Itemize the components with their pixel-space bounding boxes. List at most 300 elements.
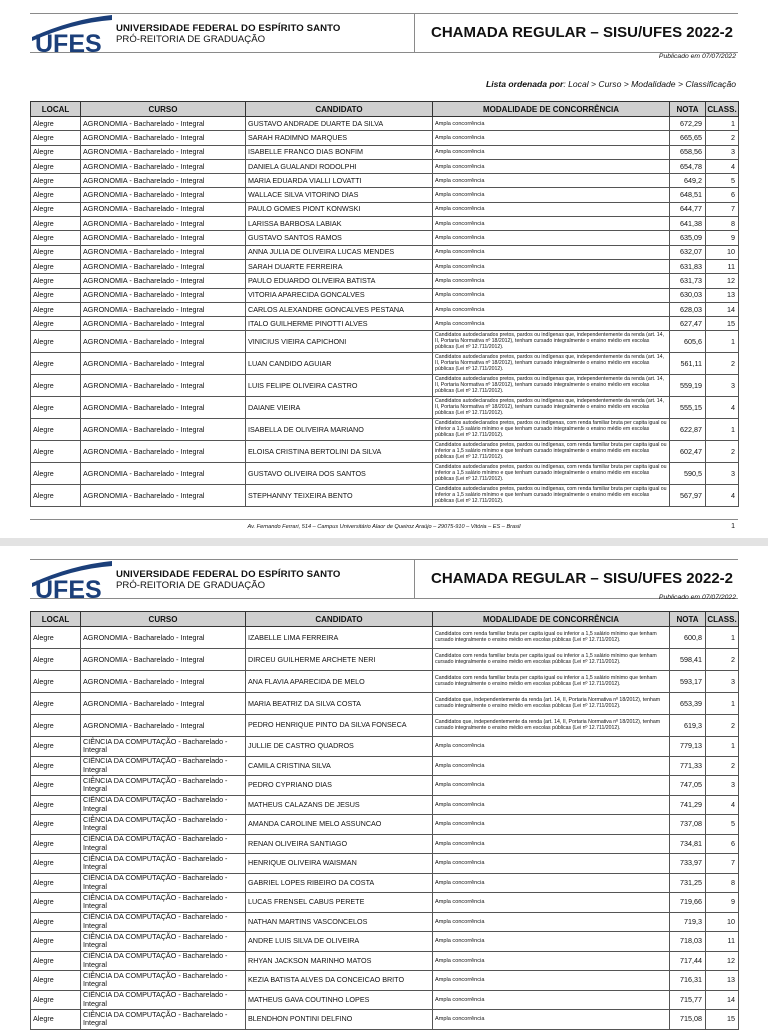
- cell-curso: CIÊNCIA DA COMPUTAÇÃO - Bacharelado - Integral: [81, 834, 246, 854]
- cell-local: Alegre: [31, 990, 81, 1010]
- cell-candidato: GABRIEL LOPES RIBEIRO DA COSTA: [246, 873, 433, 893]
- cell-modalidade: Ampla concorrência: [433, 932, 670, 952]
- table-row: [31, 990, 739, 1010]
- cell-nota: 653,39: [670, 693, 706, 715]
- cell-candidato: PAULO EDUARDO OLIVEIRA BATISTA: [246, 274, 433, 288]
- cell-local: Alegre: [31, 117, 81, 131]
- table-row: [31, 317, 739, 331]
- cell-modalidade: Ampla concorrência: [433, 854, 670, 874]
- header-divider: [414, 560, 415, 598]
- cell-modalidade: Ampla concorrência: [433, 1010, 670, 1030]
- cell-class: 3: [706, 671, 739, 693]
- cell-class: 7: [706, 854, 739, 874]
- cell-nota: 779,13: [670, 737, 706, 757]
- table-body: [31, 627, 739, 1030]
- cell-nota: 665,65: [670, 131, 706, 145]
- cell-curso: AGRONOMIA - Bacharelado - Integral: [81, 419, 246, 441]
- cell-modalidade: Candidatos autodeclarados pretos, pardos ou indígenas, com renda familiar bruta per capita igual ou inferior a 1,5 salário mínimo e que tenham cursado integralmente o ensino médio em escolas públicas (Lei nº 12.711/2012).: [433, 463, 670, 485]
- cell-local: Alegre: [31, 419, 81, 441]
- cell-nota: 733,97: [670, 854, 706, 874]
- cell-curso: AGRONOMIA - Bacharelado - Integral: [81, 649, 246, 671]
- cell-nota: 590,5: [670, 463, 706, 485]
- cell-local: Alegre: [31, 202, 81, 216]
- cell-local: Alegre: [31, 693, 81, 715]
- cell-candidato: PEDRO CYPRIANO DIAS: [246, 776, 433, 796]
- cell-class: 3: [706, 776, 739, 796]
- page-footer: [30, 519, 738, 534]
- cell-class: 3: [706, 145, 739, 159]
- col-header-nota: NOTA: [670, 612, 706, 627]
- table-row: [31, 737, 739, 757]
- cell-curso: AGRONOMIA - Bacharelado - Integral: [81, 715, 246, 737]
- table-row: [31, 288, 739, 302]
- cell-local: Alegre: [31, 776, 81, 796]
- cell-local: Alegre: [31, 375, 81, 397]
- cell-local: Alegre: [31, 353, 81, 375]
- table-row: [31, 854, 739, 874]
- cell-modalidade: Ampla concorrência: [433, 217, 670, 231]
- cell-modalidade: Candidatos com renda familiar bruta per capita igual ou inferior a 1,5 salário mínimo que tenham cursado integralmente o ensino médio em escolas públicas (Lei nº 12.711/2012).: [433, 649, 670, 671]
- table-row: [31, 131, 739, 145]
- cell-candidato: JULLIE DE CASTRO QUADROS: [246, 737, 433, 757]
- col-header-candidato: CANDIDATO: [246, 102, 433, 117]
- table-row: [31, 441, 739, 463]
- cell-curso: AGRONOMIA - Bacharelado - Integral: [81, 202, 246, 216]
- cell-nota: 600,8: [670, 627, 706, 649]
- cell-class: 11: [706, 259, 739, 273]
- cell-local: Alegre: [31, 715, 81, 737]
- cell-local: Alegre: [31, 188, 81, 202]
- cell-modalidade: Ampla concorrência: [433, 912, 670, 932]
- col-header-curso: CURSO: [81, 612, 246, 627]
- page-header: [30, 559, 738, 599]
- university-name: UNIVERSIDADE FEDERAL DO ESPÍRITO SANTO: [116, 569, 341, 580]
- table-row: [31, 893, 739, 913]
- cell-curso: AGRONOMIA - Bacharelado - Integral: [81, 693, 246, 715]
- cell-nota: 598,41: [670, 649, 706, 671]
- cell-class: 2: [706, 353, 739, 375]
- cell-local: Alegre: [31, 174, 81, 188]
- cell-local: Alegre: [31, 893, 81, 913]
- sort-order-value: : Local > Curso > Modalidade > Classificação: [563, 79, 736, 89]
- cell-nota: 602,47: [670, 441, 706, 463]
- cell-nota: 716,31: [670, 971, 706, 991]
- cell-curso: CIÊNCIA DA COMPUTAÇÃO - Bacharelado - Integral: [81, 990, 246, 1010]
- table-row: [31, 259, 739, 273]
- cell-curso: AGRONOMIA - Bacharelado - Integral: [81, 302, 246, 316]
- cell-curso: AGRONOMIA - Bacharelado - Integral: [81, 331, 246, 353]
- cell-class: 6: [706, 188, 739, 202]
- cell-modalidade: Ampla concorrência: [433, 202, 670, 216]
- cell-modalidade: Candidatos autodeclarados pretos, pardos ou indígenas, com renda familiar bruta per capita igual ou inferior a 1,5 salário mínimo e que tenham cursado integralmente o ensino médio em escolas públicas (Lei nº 12.711/2012).: [433, 485, 670, 507]
- cell-modalidade: Candidatos com renda familiar bruta per capita igual ou inferior a 1,5 salário mínimo que tenham cursado integralmente o ensino médio em escolas públicas (Lei nº 12.711/2012).: [433, 671, 670, 693]
- cell-candidato: GUSTAVO SANTOS RAMOS: [246, 231, 433, 245]
- cell-modalidade: Ampla concorrência: [433, 145, 670, 159]
- cell-local: Alegre: [31, 971, 81, 991]
- cell-local: Alegre: [31, 932, 81, 952]
- table-row: [31, 331, 739, 353]
- col-header-modalidade: MODALIDADE DE CONCORRÊNCIA: [433, 612, 670, 627]
- cell-local: Alegre: [31, 463, 81, 485]
- cell-curso: CIÊNCIA DA COMPUTAÇÃO - Bacharelado - Integral: [81, 776, 246, 796]
- cell-nota: 731,25: [670, 873, 706, 893]
- cell-candidato: PEDRO HENRIQUE PINTO DA SILVA FONSECA: [246, 715, 433, 737]
- cell-curso: AGRONOMIA - Bacharelado - Integral: [81, 353, 246, 375]
- cell-class: 2: [706, 649, 739, 671]
- cell-modalidade: Ampla concorrência: [433, 737, 670, 757]
- cell-nota: 719,66: [670, 893, 706, 913]
- table-row: [31, 375, 739, 397]
- cell-modalidade: Ampla concorrência: [433, 288, 670, 302]
- cell-candidato: CAMILA CRISTINA SILVA: [246, 756, 433, 776]
- cell-candidato: ANNA JULIA DE OLIVEIRA LUCAS MENDES: [246, 245, 433, 259]
- cell-local: Alegre: [31, 873, 81, 893]
- cell-curso: AGRONOMIA - Bacharelado - Integral: [81, 288, 246, 302]
- cell-local: Alegre: [31, 397, 81, 419]
- table-header-row: [31, 102, 739, 117]
- cell-candidato: RENAN OLIVEIRA SANTIAGO: [246, 834, 433, 854]
- page-number: 1: [731, 523, 735, 530]
- cell-class: 15: [706, 1010, 739, 1030]
- cell-modalidade: Candidatos autodeclarados pretos, pardos ou indígenas que, independentemente da renda (art. 14, II, Portaria Normativa nº 18/2012), tenham cursado integralmente o ensino médio em escolas públicas (Lei nº 12.711/2012).: [433, 375, 670, 397]
- cell-modalidade: Ampla concorrência: [433, 159, 670, 173]
- cell-modalidade: Candidatos que, independentemente da renda (art. 14, II, Portaria Normativa nº 18/2012), tenham cursado integralmente o ensino médio em escolas públicas (Lei nº 12.711/2012).: [433, 693, 670, 715]
- table-row: [31, 776, 739, 796]
- cell-modalidade: Ampla concorrência: [433, 231, 670, 245]
- table-row: [31, 951, 739, 971]
- cell-candidato: ISABELLA DE OLIVEIRA MARIANO: [246, 419, 433, 441]
- cell-candidato: VITORIA APARECIDA GONCALVES: [246, 288, 433, 302]
- cell-nota: 641,38: [670, 217, 706, 231]
- cell-class: 2: [706, 441, 739, 463]
- results-table: [30, 101, 739, 507]
- cell-modalidade: Ampla concorrência: [433, 834, 670, 854]
- cell-candidato: MARIA EDUARDA VIALLI LOVATTI: [246, 174, 433, 188]
- cell-class: 12: [706, 274, 739, 288]
- cell-nota: 627,47: [670, 317, 706, 331]
- cell-modalidade: Ampla concorrência: [433, 274, 670, 288]
- col-header-class: CLASS.: [706, 102, 739, 117]
- cell-candidato: HENRIQUE OLIVEIRA WAISMAN: [246, 854, 433, 874]
- cell-local: Alegre: [31, 834, 81, 854]
- cell-class: 14: [706, 302, 739, 316]
- cell-nota: 715,77: [670, 990, 706, 1010]
- cell-nota: 644,77: [670, 202, 706, 216]
- cell-local: Alegre: [31, 245, 81, 259]
- col-header-curso: CURSO: [81, 102, 246, 117]
- cell-curso: CIÊNCIA DA COMPUTAÇÃO - Bacharelado - Integral: [81, 795, 246, 815]
- cell-modalidade: Ampla concorrência: [433, 776, 670, 796]
- table-row: [31, 217, 739, 231]
- cell-candidato: NATHAN MARTINS VASCONCELOS: [246, 912, 433, 932]
- cell-candidato: LARISSA BARBOSA LABIAK: [246, 217, 433, 231]
- table-row: [31, 671, 739, 693]
- cell-nota: 717,44: [670, 951, 706, 971]
- cell-candidato: ANDRE LUIS SILVA DE OLIVEIRA: [246, 932, 433, 952]
- cell-curso: AGRONOMIA - Bacharelado - Integral: [81, 231, 246, 245]
- table-row: [31, 485, 739, 507]
- cell-curso: CIÊNCIA DA COMPUTAÇÃO - Bacharelado - Integral: [81, 912, 246, 932]
- table-row: [31, 693, 739, 715]
- table-row: [31, 815, 739, 835]
- cell-curso: AGRONOMIA - Bacharelado - Integral: [81, 188, 246, 202]
- table-row: [31, 174, 739, 188]
- cell-candidato: LUIS FELIPE OLIVEIRA CASTRO: [246, 375, 433, 397]
- table-row: [31, 463, 739, 485]
- cell-local: Alegre: [31, 737, 81, 757]
- cell-modalidade: Ampla concorrência: [433, 990, 670, 1010]
- table-row: [31, 834, 739, 854]
- cell-local: Alegre: [31, 815, 81, 835]
- results-table: [30, 611, 739, 1030]
- cell-class: 3: [706, 463, 739, 485]
- cell-modalidade: Ampla concorrência: [433, 317, 670, 331]
- cell-local: Alegre: [31, 145, 81, 159]
- cell-curso: AGRONOMIA - Bacharelado - Integral: [81, 375, 246, 397]
- table-row: [31, 302, 739, 316]
- cell-curso: AGRONOMIA - Bacharelado - Integral: [81, 397, 246, 419]
- cell-class: 1: [706, 627, 739, 649]
- cell-class: 2: [706, 756, 739, 776]
- cell-curso: AGRONOMIA - Bacharelado - Integral: [81, 245, 246, 259]
- cell-class: 1: [706, 693, 739, 715]
- table-row: [31, 231, 739, 245]
- cell-candidato: DAIANE VIEIRA: [246, 397, 433, 419]
- table-body: [31, 117, 739, 507]
- cell-curso: AGRONOMIA - Bacharelado - Integral: [81, 317, 246, 331]
- cell-candidato: LUCAS FRENSEL CABUS PERETE: [246, 893, 433, 913]
- cell-candidato: KEZIA BATISTA ALVES DA CONCEICAO BRITO: [246, 971, 433, 991]
- cell-class: 13: [706, 288, 739, 302]
- logo-lettering: UFES: [35, 30, 102, 53]
- table-row: [31, 912, 739, 932]
- cell-curso: CIÊNCIA DA COMPUTAÇÃO - Bacharelado - Integral: [81, 737, 246, 757]
- cell-modalidade: Ampla concorrência: [433, 245, 670, 259]
- cell-candidato: PAULO GOMES PIONT KONWSKI: [246, 202, 433, 216]
- university-name: UNIVERSIDADE FEDERAL DO ESPÍRITO SANTO: [116, 23, 341, 34]
- cell-curso: AGRONOMIA - Bacharelado - Integral: [81, 217, 246, 231]
- cell-class: 9: [706, 893, 739, 913]
- cell-nota: 559,19: [670, 375, 706, 397]
- cell-local: Alegre: [31, 217, 81, 231]
- cell-local: Alegre: [31, 627, 81, 649]
- cell-curso: AGRONOMIA - Bacharelado - Integral: [81, 463, 246, 485]
- col-header-local: LOCAL: [31, 612, 81, 627]
- cell-modalidade: Ampla concorrência: [433, 893, 670, 913]
- cell-local: Alegre: [31, 756, 81, 776]
- cell-nota: 630,03: [670, 288, 706, 302]
- cell-local: Alegre: [31, 302, 81, 316]
- cell-nota: 622,87: [670, 419, 706, 441]
- table-row: [31, 145, 739, 159]
- cell-class: 5: [706, 174, 739, 188]
- cell-local: Alegre: [31, 131, 81, 145]
- col-header-nota: NOTA: [670, 102, 706, 117]
- cell-candidato: MATHEUS GAVA COUTINHO LOPES: [246, 990, 433, 1010]
- cell-class: 8: [706, 217, 739, 231]
- cell-nota: 747,05: [670, 776, 706, 796]
- cell-modalidade: Ampla concorrência: [433, 259, 670, 273]
- cell-nota: 771,33: [670, 756, 706, 776]
- cell-modalidade: Candidatos que, independentemente da renda (art. 14, II, Portaria Normativa nº 18/2012), tenham cursado integralmente o ensino médio em escolas públicas (Lei nº 12.711/2012).: [433, 715, 670, 737]
- cell-candidato: WALLACE SILVA VITORINO DIAS: [246, 188, 433, 202]
- cell-candidato: CARLOS ALEXANDRE GONCALVES PESTANA: [246, 302, 433, 316]
- cell-local: Alegre: [31, 671, 81, 693]
- cell-class: 2: [706, 715, 739, 737]
- table-row: [31, 795, 739, 815]
- cell-nota: 619,3: [670, 715, 706, 737]
- cell-class: 1: [706, 331, 739, 353]
- published-date: Publicado em 07/07/2022: [658, 53, 736, 60]
- cell-local: Alegre: [31, 1010, 81, 1030]
- cell-local: Alegre: [31, 331, 81, 353]
- cell-local: Alegre: [31, 854, 81, 874]
- cell-modalidade: Candidatos autodeclarados pretos, pardos ou indígenas, com renda familiar bruta per capita igual ou inferior a 1,5 salário mínimo e que tenham cursado integralmente o ensino médio em escolas públicas (Lei nº 12.711/2012).: [433, 441, 670, 463]
- cell-curso: AGRONOMIA - Bacharelado - Integral: [81, 117, 246, 131]
- document-page-2: [0, 546, 768, 1028]
- sort-order-label: Lista ordenada por: [485, 79, 564, 89]
- cell-candidato: ELOISA CRISTINA BERTOLINI DA SILVA: [246, 441, 433, 463]
- cell-candidato: LUAN CANDIDO AGUIAR: [246, 353, 433, 375]
- cell-curso: CIÊNCIA DA COMPUTAÇÃO - Bacharelado - Integral: [81, 854, 246, 874]
- cell-nota: 631,73: [670, 274, 706, 288]
- table-row: [31, 756, 739, 776]
- published-date: Publicado em 07/07/2022: [658, 594, 736, 601]
- cell-curso: CIÊNCIA DA COMPUTAÇÃO - Bacharelado - Integral: [81, 1010, 246, 1030]
- cell-curso: AGRONOMIA - Bacharelado - Integral: [81, 159, 246, 173]
- cell-curso: CIÊNCIA DA COMPUTAÇÃO - Bacharelado - Integral: [81, 815, 246, 835]
- cell-class: 14: [706, 990, 739, 1010]
- cell-curso: CIÊNCIA DA COMPUTAÇÃO - Bacharelado - Integral: [81, 971, 246, 991]
- cell-class: 9: [706, 231, 739, 245]
- cell-curso: AGRONOMIA - Bacharelado - Integral: [81, 485, 246, 507]
- cell-nota: 593,17: [670, 671, 706, 693]
- cell-local: Alegre: [31, 485, 81, 507]
- table-row: [31, 627, 739, 649]
- cell-curso: CIÊNCIA DA COMPUTAÇÃO - Bacharelado - Integral: [81, 756, 246, 776]
- table-row: [31, 202, 739, 216]
- cell-local: Alegre: [31, 274, 81, 288]
- col-header-class: CLASS.: [706, 612, 739, 627]
- table-row: [31, 1010, 739, 1030]
- cell-nota: 734,81: [670, 834, 706, 854]
- cell-candidato: SARAH DUARTE FERREIRA: [246, 259, 433, 273]
- cell-local: Alegre: [31, 649, 81, 671]
- cell-nota: 632,07: [670, 245, 706, 259]
- cell-curso: CIÊNCIA DA COMPUTAÇÃO - Bacharelado - Integral: [81, 893, 246, 913]
- cell-modalidade: Ampla concorrência: [433, 302, 670, 316]
- cell-candidato: MATHEUS CALAZANS DE JESUS: [246, 795, 433, 815]
- table-header-row: [31, 612, 739, 627]
- cell-local: Alegre: [31, 259, 81, 273]
- cell-curso: CIÊNCIA DA COMPUTAÇÃO - Bacharelado - Integral: [81, 932, 246, 952]
- cell-class: 13: [706, 971, 739, 991]
- cell-class: 11: [706, 932, 739, 952]
- cell-nota: 658,56: [670, 145, 706, 159]
- cell-candidato: MARIA BEATRIZ DA SILVA COSTA: [246, 693, 433, 715]
- cell-modalidade: Candidatos autodeclarados pretos, pardos ou indígenas que, independentemente da renda (art. 14, II, Portaria Normativa nº 18/2012), tenham cursado integralmente o ensino médio em escolas públicas (Lei nº 12.711/2012).: [433, 397, 670, 419]
- cell-nota: 628,03: [670, 302, 706, 316]
- table-row: [31, 188, 739, 202]
- cell-local: Alegre: [31, 231, 81, 245]
- cell-candidato: ANA FLAVIA APARECIDA DE MELO: [246, 671, 433, 693]
- cell-nota: 635,09: [670, 231, 706, 245]
- cell-nota: 737,08: [670, 815, 706, 835]
- sort-order: [486, 79, 736, 89]
- table-row: [31, 971, 739, 991]
- cell-curso: AGRONOMIA - Bacharelado - Integral: [81, 145, 246, 159]
- cell-class: 5: [706, 815, 739, 835]
- cell-modalidade: Candidatos autodeclarados pretos, pardos ou indígenas que, independentemente da renda (art. 14, II, Portaria Normativa nº 18/2012), tenham cursado integralmente o ensino médio em escolas públicas (Lei nº 12.711/2012).: [433, 331, 670, 353]
- cell-local: Alegre: [31, 795, 81, 815]
- cell-curso: AGRONOMIA - Bacharelado - Integral: [81, 627, 246, 649]
- cell-candidato: BLENDHON PONTINI DELFINO: [246, 1010, 433, 1030]
- cell-class: 1: [706, 117, 739, 131]
- department-name: PRÓ-REITORIA DE GRADUAÇÃO: [116, 580, 266, 591]
- cell-nota: 741,29: [670, 795, 706, 815]
- cell-local: Alegre: [31, 159, 81, 173]
- document-title: CHAMADA REGULAR – SISU/UFES 2022-2: [431, 24, 733, 41]
- cell-modalidade: Ampla concorrência: [433, 795, 670, 815]
- cell-class: 4: [706, 397, 739, 419]
- col-header-candidato: CANDIDATO: [246, 612, 433, 627]
- cell-class: 12: [706, 951, 739, 971]
- cell-candidato: GUSTAVO OLIVEIRA DOS SANTOS: [246, 463, 433, 485]
- table-row: [31, 715, 739, 737]
- cell-curso: CIÊNCIA DA COMPUTAÇÃO - Bacharelado - Integral: [81, 951, 246, 971]
- department-name: PRÓ-REITORIA DE GRADUAÇÃO: [116, 34, 266, 45]
- table-row: [31, 873, 739, 893]
- table-row: [31, 932, 739, 952]
- cell-nota: 649,2: [670, 174, 706, 188]
- cell-class: 10: [706, 245, 739, 259]
- cell-nota: 605,6: [670, 331, 706, 353]
- table-row: [31, 274, 739, 288]
- cell-class: 15: [706, 317, 739, 331]
- cell-nota: 654,78: [670, 159, 706, 173]
- col-header-modalidade: MODALIDADE DE CONCORRÊNCIA: [433, 102, 670, 117]
- cell-modalidade: Ampla concorrência: [433, 971, 670, 991]
- cell-class: 4: [706, 485, 739, 507]
- cell-modalidade: Candidatos autodeclarados pretos, pardos ou indígenas, com renda familiar bruta per capita igual ou inferior a 1,5 salário mínimo e que tenham cursado integralmente o ensino médio em escolas públicas (Lei nº 12.711/2012).: [433, 419, 670, 441]
- cell-modalidade: Ampla concorrência: [433, 873, 670, 893]
- cell-class: 4: [706, 795, 739, 815]
- cell-candidato: SARAH RADIMNO MARQUES: [246, 131, 433, 145]
- cell-candidato: GUSTAVO ANDRADE DUARTE DA SILVA: [246, 117, 433, 131]
- cell-candidato: RHYAN JACKSON MARINHO MATOS: [246, 951, 433, 971]
- cell-class: 4: [706, 159, 739, 173]
- cell-candidato: AMANDA CAROLINE MELO ASSUNCAO: [246, 815, 433, 835]
- cell-candidato: VINICIUS VIEIRA CAPICHONI: [246, 331, 433, 353]
- cell-local: Alegre: [31, 441, 81, 463]
- cell-curso: AGRONOMIA - Bacharelado - Integral: [81, 259, 246, 273]
- cell-curso: AGRONOMIA - Bacharelado - Integral: [81, 274, 246, 288]
- cell-nota: 719,3: [670, 912, 706, 932]
- document-title: CHAMADA REGULAR – SISU/UFES 2022-2: [431, 570, 733, 587]
- cell-nota: 631,83: [670, 259, 706, 273]
- logo-lettering: UFES: [35, 576, 102, 599]
- cell-candidato: IZABELLE LIMA FERREIRA: [246, 627, 433, 649]
- cell-modalidade: Ampla concorrência: [433, 951, 670, 971]
- cell-curso: AGRONOMIA - Bacharelado - Integral: [81, 441, 246, 463]
- cell-local: Alegre: [31, 288, 81, 302]
- cell-modalidade: Ampla concorrência: [433, 815, 670, 835]
- cell-curso: AGRONOMIA - Bacharelado - Integral: [81, 671, 246, 693]
- cell-nota: 561,11: [670, 353, 706, 375]
- cell-candidato: DANIELA GUALANDI RODOLPHI: [246, 159, 433, 173]
- cell-curso: CIÊNCIA DA COMPUTAÇÃO - Bacharelado - Integral: [81, 873, 246, 893]
- cell-candidato: ISABELLE FRANCO DIAS BONFIM: [246, 145, 433, 159]
